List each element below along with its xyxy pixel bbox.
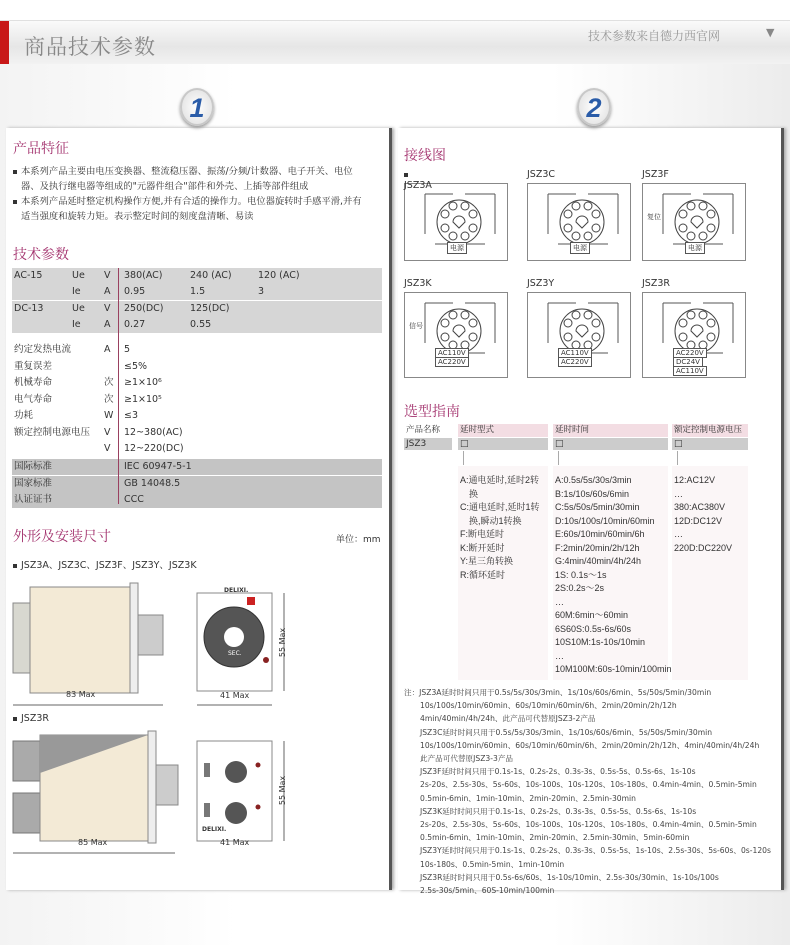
spec-unit: V	[104, 303, 111, 314]
spec-value: 0.55	[190, 319, 212, 330]
spec-name: AC-15	[14, 270, 43, 281]
wiring-label	[642, 278, 670, 289]
guide-option: 12:AC12V	[674, 475, 716, 485]
side-view-1	[13, 583, 163, 705]
spec-value: 240 (AC)	[190, 270, 232, 281]
source-note: 技术参数来自德力西官网	[588, 29, 721, 43]
guide-option: 换	[460, 488, 479, 499]
dimension-drawings	[0, 575, 395, 855]
wiring-title: 接线图	[404, 148, 446, 164]
spec-value: 0.27	[124, 319, 146, 330]
wiring-diagram-JSZ3F	[642, 183, 746, 261]
guide-arrow-icon	[677, 451, 678, 465]
spec-row	[12, 375, 382, 391]
spec-name: 约定发热电流	[14, 344, 72, 355]
feature-text: 本系列产品主要由电压变换器、整流稳压器、振荡/分频/计数器、电子开关、电位	[21, 166, 353, 177]
guide-option: C:通电延时,延时1转	[460, 502, 540, 512]
bullet-icon	[13, 170, 17, 174]
spec-symbol: Ue	[72, 270, 85, 281]
wiring-text: DC24V	[673, 357, 703, 367]
wiring-diagram-JSZ3R	[642, 292, 746, 378]
wiring-name: JSZ3K	[404, 278, 432, 289]
note-line: 2.5s-30s/5min、60S-10min/100min	[420, 886, 555, 896]
guide-option: …	[674, 488, 683, 499]
feature-text: 本系列产品延时整定机构操作方便,并有合适的操作力。电位器旋转时手感平滑,并有	[21, 196, 362, 207]
wiring-text: AC220V	[558, 357, 592, 367]
guide-option: 换,瞬动1转换	[460, 515, 522, 526]
spec-value: 250(DC)	[124, 303, 164, 314]
relay-socket-icon	[528, 184, 632, 270]
feature-line	[13, 164, 362, 179]
spec-name: 功耗	[14, 410, 34, 421]
guide-option: G:4min/40min/4h/24h	[555, 556, 642, 566]
wiring-label	[404, 169, 432, 191]
spec-unit: V	[104, 427, 111, 438]
section-header	[0, 20, 790, 64]
dim-55-b: 55 Max	[278, 775, 288, 806]
guide-option: 10M100M:60s-10min/100min	[555, 664, 672, 674]
note-line: 4min/40min/4h/24h、此产品可代替原JSZ3-2产品	[420, 714, 596, 724]
wiring-label	[527, 169, 555, 180]
guide-option: A:通电延时,延时2转	[460, 475, 540, 485]
spec-row	[12, 301, 382, 317]
note-line: 注：JSZ3A延时时间只用于0.5s/5s/30s/3min、1s/10s/60s/6min、5s/50s/5min/30min	[404, 688, 712, 697]
spec-row	[12, 359, 382, 375]
spec-value: ≥1×10⁶	[124, 377, 162, 388]
feature-text: 器、及执行继电器等组成的"元器件组合"部件和外壳、上插等部件组成	[21, 181, 309, 192]
spec-unit: W	[104, 410, 114, 421]
spec-value: 12~380(AC)	[124, 427, 183, 438]
guide-option: …	[555, 596, 564, 607]
guide-option: E:60s/10min/60min/6h	[555, 529, 645, 539]
note-line: 0.5min-6min、1min-10min、2min-20min、2.5min-30min	[420, 793, 636, 803]
guide-header: 延时时间	[553, 424, 668, 437]
spec-value: 12~220(DC)	[124, 443, 184, 454]
note-line: JSZ3F延时时间只用于0.1s-1s、0.2s-2s、0.3s-3s、0.5s-5s、0.5s-6s、1s-10s	[420, 767, 696, 777]
note-line: 2s-20s、2.5s-30s、5s-60s、10s-100s、10s-120s、10s-180s、0.4min-4min、0.5min-5min	[420, 780, 757, 790]
spec-row	[12, 441, 382, 457]
spec-row	[12, 392, 382, 408]
spec-row	[12, 408, 382, 424]
feature-line	[13, 179, 362, 194]
guide-header: 产品名称	[404, 424, 452, 437]
guide-option: 6S60S:0.5s-6s/60s	[555, 623, 632, 634]
guide-code-cell[interactable]: □	[672, 438, 748, 450]
wiring-text: AC110V	[673, 366, 707, 376]
wiring-name: JSZ3C	[527, 169, 556, 180]
feature-line	[13, 209, 362, 224]
spec-name: 国家标准	[14, 478, 53, 489]
dim-41-a: 41 Max	[220, 691, 250, 700]
guide-option: 380:AC380V	[674, 502, 726, 512]
guide-arrow-icon	[558, 451, 559, 465]
note-line: 2s-20s、2.5s-30s、5s-60s、10s-100s、10s-120s、10s-180s、0.4min-4min、0.5min-5min	[420, 820, 757, 830]
spec-symbol: Ie	[72, 319, 81, 330]
wiring-text: AC110V	[558, 348, 592, 358]
spec-row	[12, 268, 382, 284]
guide-option: K:断开延时	[460, 542, 505, 553]
guide-code-cell[interactable]: □	[553, 438, 668, 450]
guide-list-voltages	[672, 466, 748, 680]
wiring-diagram-JSZ3A	[404, 183, 508, 261]
wiring-label	[404, 278, 432, 289]
spec-unit: V	[104, 270, 111, 281]
wiring-diagram-JSZ3K	[404, 292, 508, 378]
features-list	[13, 164, 362, 224]
note-line: JSZ3R延时时间只用于0.5s-6s/60s、1s-10s/10min、2.5s-30s/30min、1s-10s/100s	[420, 872, 719, 882]
guide-option: …	[555, 650, 564, 661]
note-line: 10s-180s、0.5min-5min、1min-10min	[420, 859, 565, 869]
guide-option: …	[674, 529, 683, 539]
brand-logo-2: DELIXI.	[202, 826, 227, 833]
guide-option: 220D:DC220V	[674, 542, 733, 553]
spec-value: IEC 60947-5-1	[124, 461, 192, 472]
badge-1: 1	[180, 88, 214, 126]
spec-name: 电气寿命	[14, 394, 53, 405]
wiring-name: JSZ3R	[642, 278, 670, 289]
wiring-text: AC220V	[673, 348, 707, 358]
note-line: 此产品可代替原JSZ3-3产品	[420, 754, 514, 764]
spec-value: 120 (AC)	[258, 270, 300, 281]
wiring-diagram-JSZ3C	[527, 183, 631, 261]
guide-title: 选型指南	[404, 404, 460, 420]
header-accent-bar	[0, 21, 9, 64]
spec-value: 5	[124, 344, 131, 355]
guide-arrow-icon	[463, 451, 464, 465]
note-line: 10s/100s/10min/60min、60s/10min/60min/6h、2min/20min/2h/12h	[420, 701, 677, 711]
wiring-text: 信号	[409, 322, 423, 330]
guide-option: 10S10M:1s-10s/10min	[555, 637, 646, 647]
section-title: 商品技术参数	[24, 35, 156, 59]
specs-divider	[118, 268, 119, 504]
spec-value: ≤5%	[124, 361, 148, 372]
notes	[404, 686, 771, 897]
guide-option: C:5s/50s/5min/30min	[555, 502, 640, 512]
spec-unit: A	[104, 344, 111, 355]
spec-row	[12, 476, 382, 492]
dim-group-1-label: JSZ3A、JSZ3C、JSZ3F、JSZ3Y、JSZ3K	[21, 560, 197, 571]
note-line: 0.5min-6min、1min-10min、2min-20min、2.5min-30min、5min-60min	[420, 833, 690, 843]
guide-option: F:断电延时	[460, 529, 504, 539]
spec-value: CCC	[124, 494, 144, 505]
dim-55-a: 55 Max	[278, 627, 288, 658]
spec-symbol: Ie	[72, 286, 81, 297]
guide-option: 2S:0.2s～2s	[555, 583, 605, 593]
guide-header: 延时型式	[458, 424, 548, 437]
guide-option: A:0.5s/5s/30s/3min	[555, 475, 632, 485]
spec-value: ≥1×10⁵	[124, 394, 162, 405]
guide-code-cell[interactable]: □	[458, 438, 548, 450]
wiring-name: JSZ3Y	[527, 278, 555, 289]
dial-sec-label: SEC.	[228, 650, 242, 657]
guide-option: F:2min/20min/2h/12h	[555, 542, 640, 553]
spec-row	[12, 425, 382, 441]
dim-group-2-label: JSZ3R	[21, 713, 49, 724]
brand-logo-1: DELIXI.	[224, 587, 249, 594]
spec-unit: 次	[104, 377, 114, 388]
spec-name: DC-13	[14, 303, 44, 314]
wiring-name: JSZ3F	[642, 169, 669, 180]
spec-value: GB 14048.5	[124, 478, 181, 489]
wiring-label	[527, 278, 554, 289]
dim-85: 85 Max	[78, 838, 108, 847]
wiring-label	[642, 169, 669, 180]
dimensions-title: 外形及安装尺寸	[13, 529, 111, 545]
spec-symbol: Ue	[72, 303, 85, 314]
spec-row	[12, 317, 382, 333]
feature-line	[13, 194, 362, 209]
guide-list-types	[458, 466, 548, 680]
side-view-2	[13, 731, 178, 853]
spec-value: 0.95	[124, 286, 146, 297]
spec-value: 1.5	[190, 286, 206, 297]
spec-row	[12, 284, 382, 300]
dim-group-1	[13, 557, 197, 571]
spec-name: 机械寿命	[14, 377, 53, 388]
note-line: JSZ3K延时时间只用于0.1s-1s、0.2s-2s、0.3s-3s、0.5s-5s、0.5s-6s、1s-10s	[420, 806, 697, 816]
wiring-text: AC110V	[435, 348, 469, 358]
wiring-diagram-JSZ3Y	[527, 292, 631, 378]
guide-option: 12D:DC12V	[674, 515, 723, 526]
feature-text: 适当强度和旋转力矩。表示整定时间的刻度盘清晰、易读	[21, 211, 254, 222]
wiring-text: 电源	[570, 242, 590, 254]
spec-unit: V	[104, 443, 111, 454]
features-title: 产品特征	[13, 141, 69, 157]
spec-name: 重复误差	[14, 361, 53, 372]
wiring-text: AC220V	[435, 357, 469, 367]
wiring-text: 复位	[647, 213, 661, 221]
guide-header: 额定控制电源电压	[672, 424, 748, 437]
spec-value: ≤3	[124, 410, 139, 421]
spec-value: 3	[258, 286, 265, 297]
unit-label: 单位：mm	[336, 535, 381, 545]
note-line: JSZ3Y延时时间只用于0.1s-1s、0.2s-2s、0.3s-3s、0.5s-5s、1s-10s、2.5s-30s、5s-60s、0s-120s	[420, 846, 771, 856]
guide-option: 60M:6min～60min	[555, 610, 629, 620]
spec-unit: A	[104, 286, 111, 297]
bullet-icon	[404, 173, 408, 177]
bullet-icon	[13, 200, 17, 204]
dim-83: 83 Max	[66, 690, 96, 699]
badge-2: 2	[577, 88, 611, 126]
spec-row	[12, 342, 382, 358]
spec-row	[12, 492, 382, 508]
note-line: 10s/100s/10min/60min、60s/10min/60min/6h、2min/20min/2h/12h、4min/40min/4h/24h	[420, 740, 760, 750]
spec-unit: 次	[104, 394, 114, 405]
wiring-text: 电源	[685, 242, 705, 254]
spec-row	[12, 459, 382, 475]
front-view-1	[197, 593, 284, 705]
guide-option: B:1s/10s/60s/6min	[555, 488, 630, 499]
relay-socket-icon	[643, 184, 747, 270]
guide-option: D:10s/100s/10min/60min	[555, 515, 655, 526]
spec-name: 认证证书	[14, 494, 53, 505]
guide-list-times	[553, 466, 672, 680]
collapse-arrow-icon[interactable]: ▼	[766, 26, 775, 39]
spec-value: 125(DC)	[190, 303, 230, 314]
note-line: JSZ3C延时时间只用于0.5s/5s/30s/3min、1s/10s/60s/6min、5s/50s/5min/30min	[420, 727, 713, 737]
spec-value: 380(AC)	[124, 270, 163, 281]
relay-socket-icon	[405, 184, 509, 270]
guide-option: R:循环延时	[460, 569, 506, 580]
guide-option: Y:星三角转换	[460, 556, 514, 566]
specs-title: 技术参数	[13, 247, 69, 263]
spec-name: 额定控制电源电压	[14, 427, 91, 438]
spec-unit: A	[104, 319, 111, 330]
wiring-text: 电源	[447, 242, 467, 254]
wiring-name: JSZ3A	[404, 180, 432, 191]
guide-code-cell: JSZ3	[404, 438, 452, 450]
dim-41-b: 41 Max	[220, 838, 250, 847]
spec-name: 国际标准	[14, 461, 53, 472]
guide-option: 1S: 0.1s～1s	[555, 569, 607, 580]
